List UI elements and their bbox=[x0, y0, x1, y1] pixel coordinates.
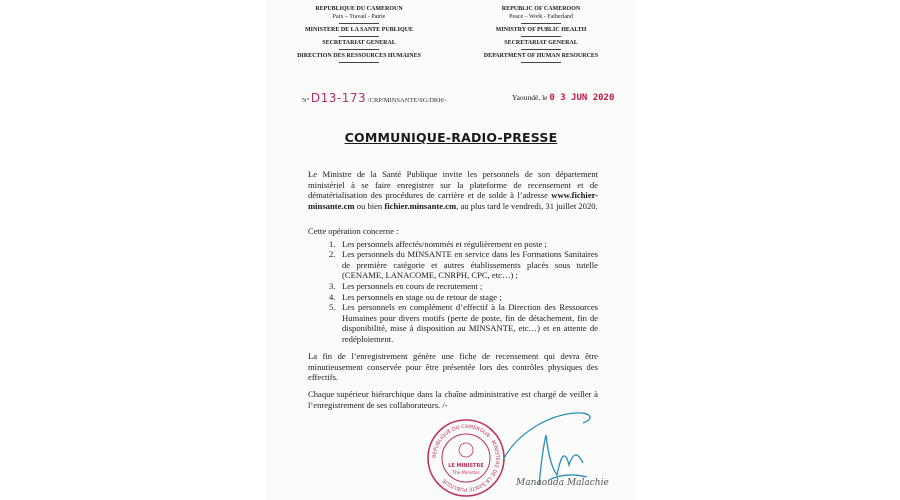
intro-text-after: , au plus tard le vendredi, 31 juillet 2020. bbox=[456, 200, 598, 211]
intro-paragraph bbox=[308, 169, 598, 211]
date-stamp: 0 3 JUN 2020 bbox=[549, 93, 615, 103]
operation-section bbox=[308, 226, 598, 345]
list-item-text: Les personnels en cours de recrutement ; bbox=[342, 280, 483, 291]
header-direction: DIRECTION DES RESSOURCES HUMAINES bbox=[297, 53, 421, 59]
operation-heading: Cette opération concerne : bbox=[308, 226, 399, 236]
header-divider bbox=[339, 23, 379, 24]
header-motto: Paix – Travail - Patrie bbox=[332, 14, 386, 20]
document-date bbox=[512, 93, 614, 103]
list-item bbox=[308, 302, 598, 344]
header-divider bbox=[339, 49, 379, 50]
seal-center-bottom: The Minister bbox=[452, 471, 480, 476]
header-country: REPUBLIC OF CAMEROON bbox=[501, 6, 581, 12]
list-item-text: Les personnels en stage ou de retour de stage ; bbox=[342, 291, 502, 302]
document-title: COMMUNIQUE-RADIO-PRESSE bbox=[344, 130, 558, 145]
list-item bbox=[308, 239, 598, 250]
closing-paragraph-census: La fin de l’enregistrement génère une fiche de recensement qui devra être minutieusement conservée pour être présentée lors des contrôles physiques des effectifs. bbox=[308, 351, 598, 383]
signatory-name: Manaouda Malachie bbox=[516, 478, 609, 488]
reference-prefix: N° bbox=[302, 97, 310, 104]
header-ministry: MINISTERE DE LA SANTE PUBLIQUE bbox=[304, 27, 414, 33]
header-motto: Peace – Work - Fatherland bbox=[509, 14, 573, 20]
header-divider bbox=[521, 49, 561, 50]
intro-text-middle: ou bien bbox=[354, 200, 385, 211]
list-item-text: Les personnels en complément d’effectif à la Direction des Ressources Humaines pour divers motifs (perte de poste, fin de détachement, fin de disponibilité, mise à disposition au MINSANTE, etc…) et en attente de redéploiement. bbox=[342, 302, 598, 344]
reference-handwritten-number: D13-173 bbox=[310, 91, 367, 105]
list-item-number: 5. bbox=[329, 302, 336, 313]
list-item bbox=[308, 249, 598, 281]
header-divider bbox=[339, 36, 379, 37]
header-secretariat: SECRETARIAT GENERAL bbox=[504, 40, 578, 46]
seal-center-top: LE MINISTRE bbox=[448, 463, 484, 469]
seal-emblem bbox=[459, 443, 473, 457]
document-page bbox=[266, 0, 636, 500]
closing-paragraph-supervisor: Chaque supérieur hiérarchique dans la chaîne administrative est chargé de veiller à l’enregistrement de ses collaborateurs. /- bbox=[308, 389, 598, 410]
header-divider bbox=[521, 23, 561, 24]
list-item bbox=[308, 292, 598, 303]
header-left-french bbox=[284, 5, 434, 65]
reference-number bbox=[302, 91, 447, 105]
header-country: REPUBLIQUE DU CAMEROUN bbox=[315, 6, 403, 12]
header-direction: DEPARTMENT OF HUMAN RESOURCES bbox=[483, 53, 599, 59]
list-item bbox=[308, 281, 598, 292]
platform-url-primary: www.fichier-minsante.cm bbox=[308, 190, 598, 211]
header-divider bbox=[339, 62, 379, 63]
header-divider bbox=[521, 36, 561, 37]
operation-list bbox=[308, 239, 598, 345]
date-place: Yaoundé, le bbox=[512, 93, 548, 102]
reference-suffix: /CRP/MINSANTE/SG/DRH/- bbox=[367, 97, 447, 104]
list-item-number: 1. bbox=[329, 238, 336, 249]
intro-text-before: Le Ministre de la Santé Publique invite les personnels de son département ministériel à se faire enregistrer sur la plateforme de recensement et de dématérialisation des procédures de carrière et de solde à l’adresse bbox=[308, 169, 598, 201]
header-ministry: MINISTRY OF PUBLIC HEALTH bbox=[495, 27, 587, 33]
seal-ring-text: REPUBLIQUE DU CAMEROUN · MINISTERE DE LA SANTE PUBLIQUE bbox=[431, 423, 501, 493]
list-item-number: 4. bbox=[329, 291, 336, 302]
header-right-english bbox=[466, 5, 616, 65]
header-secretariat: SECRETARIAT GENERAL bbox=[322, 40, 396, 46]
platform-url-secondary: fichier.minsante.cm bbox=[384, 200, 457, 211]
header-divider bbox=[521, 62, 561, 63]
list-item-number: 2. bbox=[329, 249, 336, 260]
list-item-text: Les personnels du MINSANTE en service dans les Formations Sanitaires de première catégorie et autres établissements placés sous tutelle (CENAME, LANACOME, CNRPH, CPC, etc…) ; bbox=[342, 249, 598, 281]
list-item-number: 3. bbox=[329, 280, 336, 291]
list-item-text: Les personnels affectés/nommés et régulièrement en poste ; bbox=[342, 238, 547, 249]
